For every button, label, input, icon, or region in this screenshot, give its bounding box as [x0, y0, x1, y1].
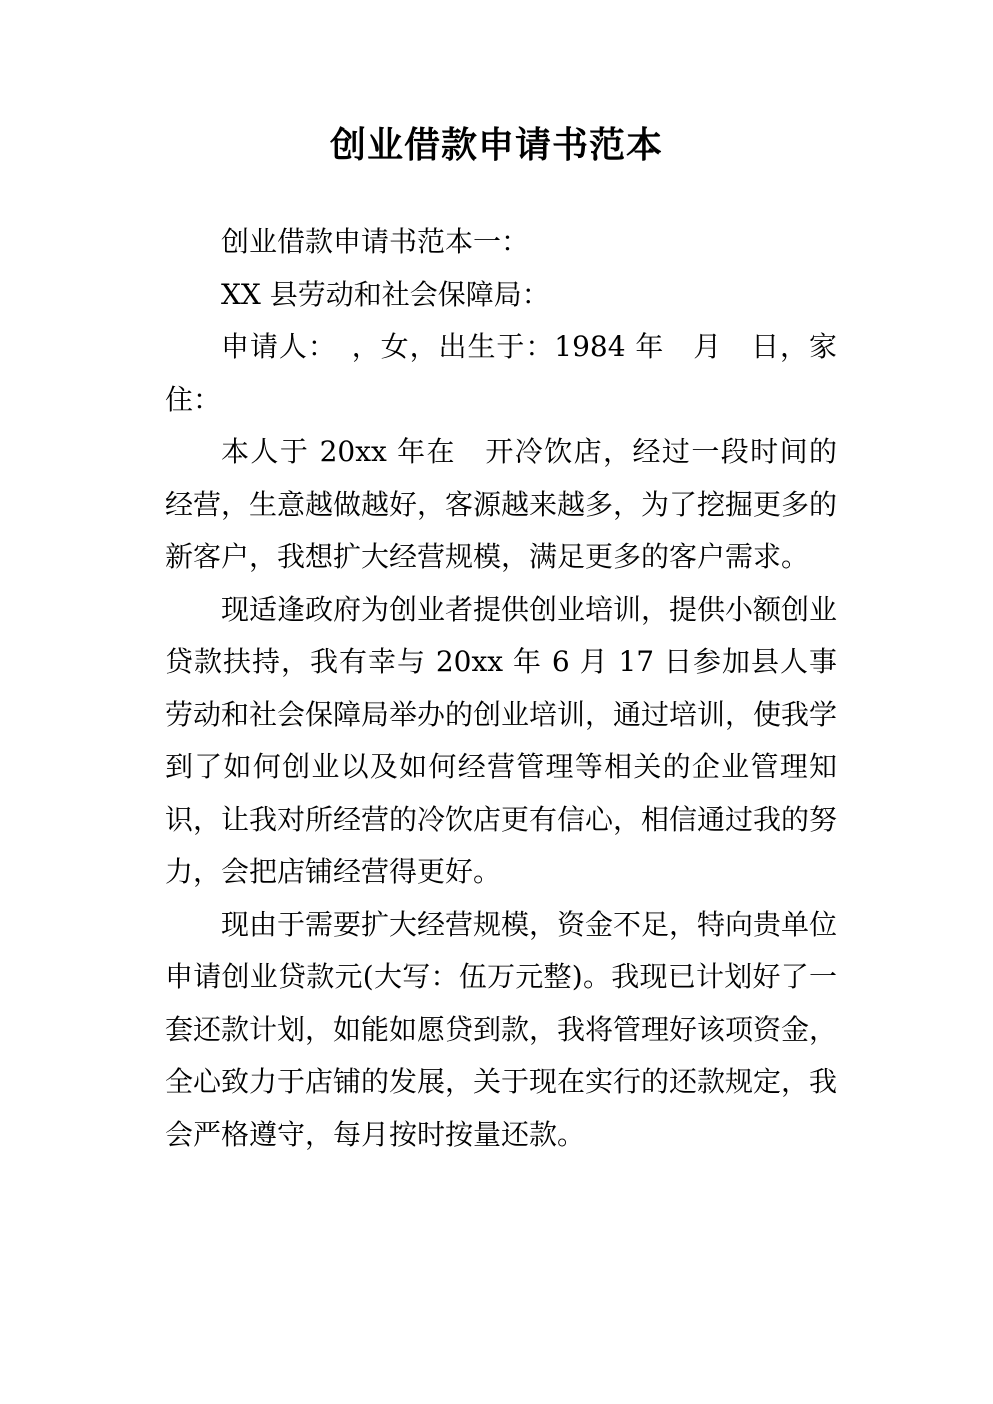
paragraph-background: 本人于 20xx 年在 开冷饮店，经过一段时间的经营，生意越做越好，客源越来越多，为了挖掘更多的新客户，我想扩大经营规模，满足更多的客户需求。	[165, 435, 838, 573]
paragraph-heading: 创业借款申请书范本一：	[221, 225, 530, 258]
paragraph-request: 现由于需要扩大经营规模，资金不足，特向贵单位申请创业贷款元(大写：伍万元整)。我现已计划好了一套还款计划，如能如愿贷到款，我将管理好该项资金，全心致力于店铺的发展，关于现在实行的还款规定，我会严格遵守，每月按时按量还款。	[165, 907, 838, 1151]
paragraph-applicant-info: 申请人： ，女，出生于：1984 年 月 日，家住：	[165, 330, 837, 416]
paragraph-recipient: XX 县劳动和社会保障局：	[221, 277, 550, 311]
document-body	[165, 216, 837, 1161]
document-title: 创业借款申请书范本	[329, 125, 663, 166]
paragraph-training: 现适逢政府为创业者提供创业培训，提供小额创业贷款扶持，我有幸与 20xx 年 6 月 17 日参加县人事劳动和社会保障局举办的创业培训，通过培训，使我学到了如何创业以及如何经营管理等相关的企业管理知识，让我对所经营的冷饮店更有信心，相信通过我的努力，会把店铺经营得更好。	[165, 592, 838, 888]
